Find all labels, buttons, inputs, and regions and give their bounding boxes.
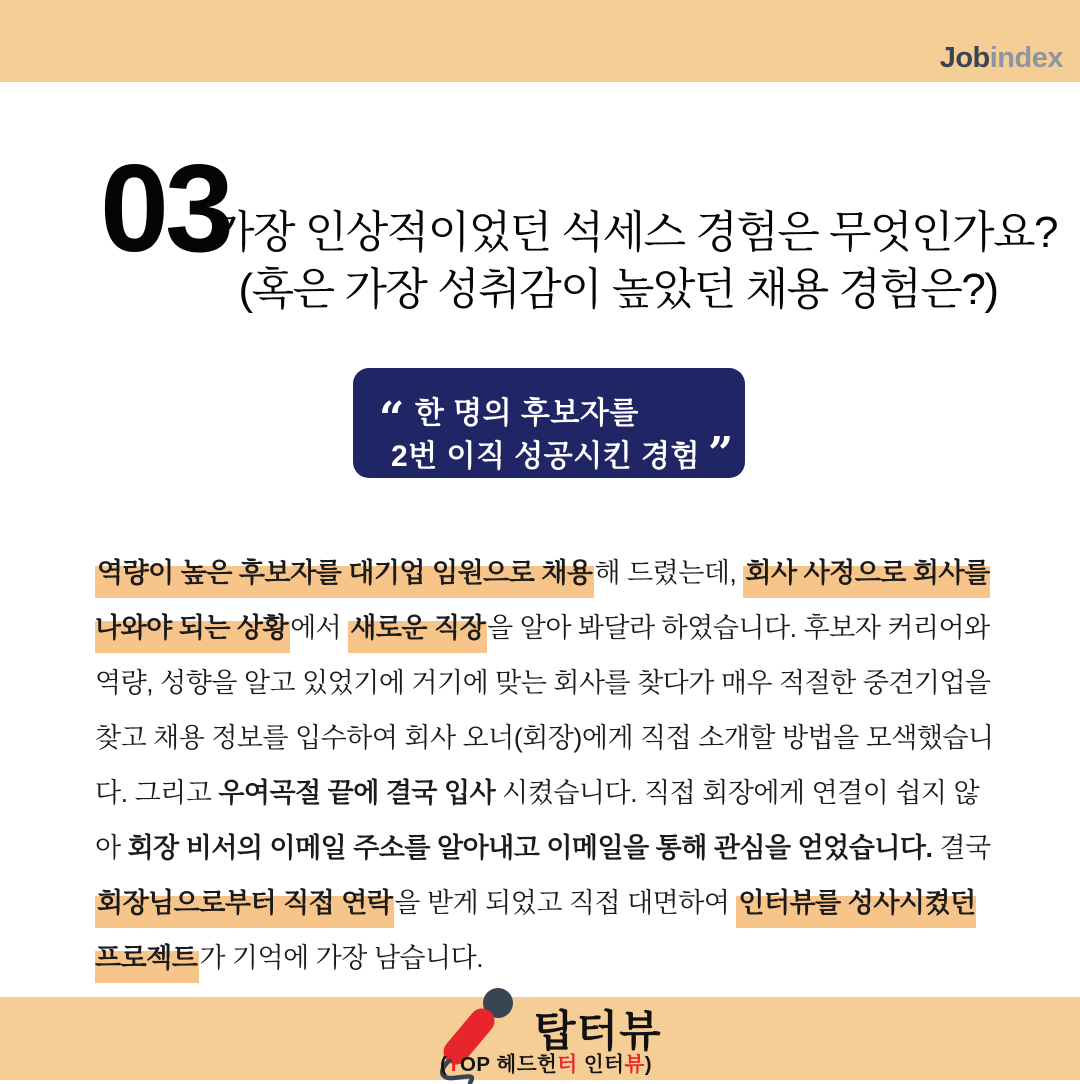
topterview-subtitle: [440, 1047, 652, 1077]
jobindex-logo: [940, 42, 1063, 75]
text-segment: 해 드렸는데,: [594, 558, 744, 588]
quote-line-1: [379, 388, 639, 444]
quote-line-2: [391, 428, 734, 479]
question-title-line1: 가장 인상적이었던 석세스 경험은 무엇인가요?: [212, 208, 1057, 257]
text-segment: 에서: [290, 613, 349, 643]
text-segment: T: [447, 1053, 460, 1076]
close-quote-icon: ”: [708, 428, 734, 479]
answer-paragraph: [95, 546, 995, 986]
question-number: 03: [100, 140, 230, 278]
question-title-line2: (혹은 가장 성취감이 높았던 채용 경험은?): [238, 265, 998, 314]
text-segment: 역량이 높은 후보자를 대기업 임원으로 채용: [95, 555, 594, 598]
text-segment: OP 헤드헌: [459, 1053, 558, 1076]
jobindex-logo-index: index: [989, 42, 1063, 74]
text-segment: 우여곡절 끝에 결국 입사: [218, 778, 496, 808]
text-segment: 인터: [577, 1053, 625, 1076]
quote-box: [353, 368, 745, 478]
text-segment: 가 기억에 가장 남습니다.: [199, 943, 484, 973]
text-segment: 터: [557, 1053, 578, 1076]
text-segment: 회장 비서의 이메일 주소를 알아내고 이메일을 통해 관심을 얻었습니다.: [127, 833, 933, 863]
text-segment: 뷰: [624, 1053, 645, 1076]
open-quote-icon: “: [379, 393, 405, 444]
text-segment: 새로운 직장: [348, 610, 487, 653]
topterview-title: 탑터뷰: [534, 1008, 662, 1056]
text-segment: 회사 사정으로 회사를 나와야 되는 상황: [95, 555, 990, 653]
text-segment: (: [440, 1053, 448, 1076]
jobindex-logo-job: Job: [939, 42, 990, 74]
topterview-logo: [438, 990, 698, 1082]
top-bar: [0, 0, 1080, 82]
text-segment: 인터뷰를 성사시켰던 프로젝트: [95, 885, 976, 983]
text-segment: 을 받게 되었고 직접 대면하여: [394, 888, 737, 918]
text-segment: 회장님으로부터 직접 연락: [95, 885, 394, 928]
question-title: [212, 204, 1057, 318]
text-segment: 을 알아 봐달라 하였습니다. 후보자 커리어와 역량, 성향을 알고 있었기에 거기에 맞는 회사를 찾다가 매우 적절한 중견기업을 찾고 채용 정보를 입수하여 회사 오너(회장)에게 직접 소개할 방법을 모색했습니다. 그리고: [95, 613, 994, 808]
text-segment: 결국: [932, 833, 991, 863]
text-segment: 시켰습니다. 직접 회장에게 연결이 쉽지 않아: [95, 778, 980, 863]
quote-line-2-text: 2번 이직 성공시킨 경험: [391, 440, 701, 473]
text-segment: ): [644, 1053, 653, 1076]
quote-line-1-text: 한 명의 후보자를: [414, 397, 639, 430]
